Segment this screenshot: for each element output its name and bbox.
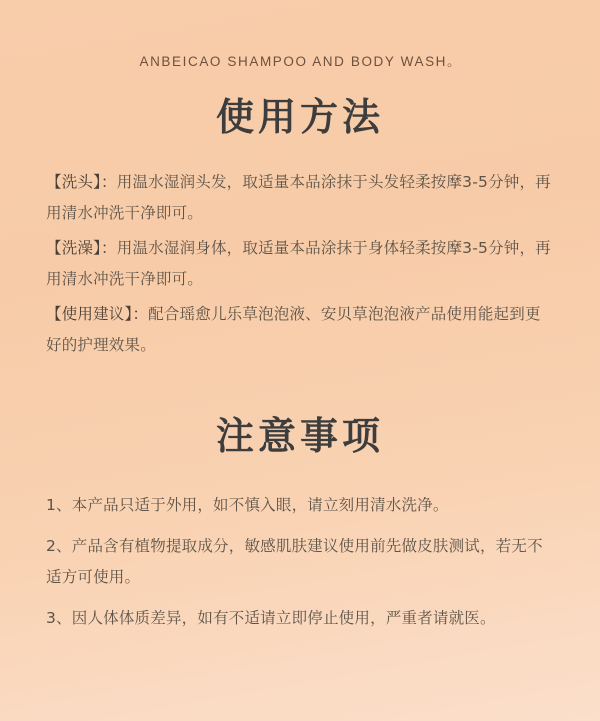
usage-paragraph-wash-hair-lead: 【洗头】： <box>46 173 117 191</box>
brand-eyebrow <box>46 50 554 70</box>
usage-paragraph-wash-hair <box>46 167 554 229</box>
product-instructions-page <box>0 50 600 721</box>
usage-paragraph-suggestion-lead: 【使用建议】： <box>46 305 149 323</box>
usage-paragraph-bath <box>46 233 554 295</box>
note-item: 3、因人体体质差异，如有不适请立即停止使用，严重者请就医。 <box>46 609 496 627</box>
brand-eyebrow-text: ANBEICAO SHAMPOO AND BODY WASH <box>139 54 448 69</box>
usage-paragraph-bath-lead: 【洗澡】： <box>46 239 117 257</box>
brand-eyebrow-dot: 。 <box>447 54 461 69</box>
notes-section-title: 注意事项 <box>215 414 384 458</box>
usage-paragraph-wash-hair-text: 用温水湿润头发，取适量本品涂抹于头发轻柔按摩3-5分钟，再用清水冲洗干净即可。 <box>46 173 551 222</box>
usage-section-title: 使用方法 <box>215 95 384 139</box>
note-item: 2、产品含有植物提取成分，敏感肌肤建议使用前先做皮肤测试，若无不适方可使用。 <box>46 537 543 586</box>
usage-paragraph-suggestion-text: 配合瑶愈儿乐草泡泡液、安贝草泡泡液产品使用能起到更好的护理效果。 <box>46 305 541 354</box>
notes-list <box>46 490 554 634</box>
usage-paragraph-bath-text: 用温水湿润身体，取适量本品涂抹于身体轻柔按摩3-5分钟，再用清水冲洗干净即可。 <box>46 239 551 288</box>
note-item: 1、本产品只适于外用，如不慎入眼，请立刻用清水洗净。 <box>46 496 449 514</box>
usage-paragraphs <box>46 167 554 361</box>
usage-paragraph-suggestion <box>46 299 554 361</box>
